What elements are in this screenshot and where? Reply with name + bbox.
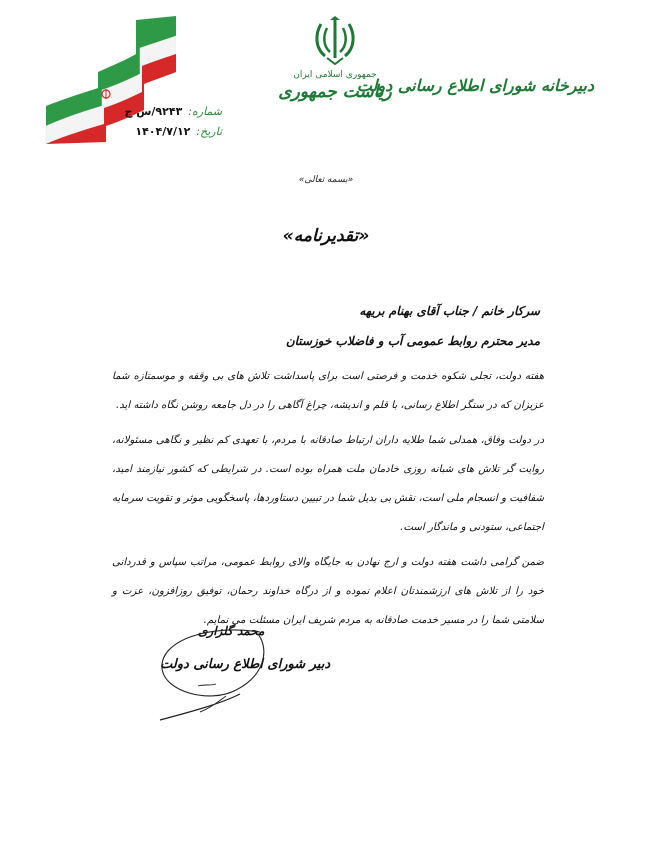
document-title: «تقدیرنامه» xyxy=(282,226,370,246)
reference-date-value: ۱۴۰۴/۷/۱۲ xyxy=(135,125,191,138)
letter-body xyxy=(112,362,544,641)
signer-title: دبیر شورای اطلاع رسانی دولت xyxy=(160,657,331,672)
reference-date-row xyxy=(118,122,222,142)
handwritten-signature-icon xyxy=(140,620,300,730)
emblem-title: ریاست جمهوری xyxy=(278,82,392,102)
reference-number-row xyxy=(118,102,222,122)
addressee-name: سرکار خانم / جناب آقای بهنام بریهه xyxy=(359,304,540,318)
addressee-position: مدیر محترم روابط عمومی آب و فاضلاب خوزستان xyxy=(285,334,540,348)
bismillah: «بسمه تعالی» xyxy=(298,175,354,185)
reference-number-value: ۹۲۴۳/س ج xyxy=(124,105,183,118)
signer-name: محمد گلزاری xyxy=(198,624,265,638)
body-paragraph: در دولت وفاق، همدلی شما طلایه داران ارتباط صادقانه با مردم، با تعهدی کم نظیر و نگاهی مسئولانه، روایت گر تلاش های شبانه روزی خادمان ملت همراه بوده است. در شرایطی که کشور نیازمند امید، شفافیت و انسجام ملی است، نقش بی بدیل شما در تبیین دستاوردها، پاسخگویی موثر و تقویت سرمایه اجتماعی، ستودنی و ماندگار است. xyxy=(112,435,544,533)
addressee-block xyxy=(140,296,540,356)
reference-block xyxy=(118,102,222,142)
reference-date-label: تاریخ: xyxy=(196,125,222,138)
iran-emblem-icon xyxy=(313,14,357,66)
body-paragraph: ضمن گرامی داشت هفته دولت و ارج نهادن به جایگاه والای روابط عمومی، مراتب سپاس و قدردانی خود را از تلاش های ارزشمندتان اعلام نموده و از درگاه خداوند رحمان، توفیق روزافزون، عزت و سلامتی شما را در مسیر خدمت صادقانه به مردم شریف ایران مسئلت می نمایم. xyxy=(112,557,544,626)
emblem-subtitle: جمهوری اسلامی ایران xyxy=(293,70,377,80)
reference-number-label: شماره: xyxy=(188,105,222,118)
body-paragraph: هفته دولت، تجلی شکوه خدمت و فرصتی است برای پاسداشت تلاش های بی وقفه و موسمتازه شما عزیزان که در سنگر اطلاع رسانی، با قلم و اندیشه، چراغ آگاهی را در دل جامعه روشن نگاه داشته اید. xyxy=(112,371,544,411)
organization-title: دبیرخانه شورای اطلاع رسانی دولت xyxy=(356,76,594,95)
